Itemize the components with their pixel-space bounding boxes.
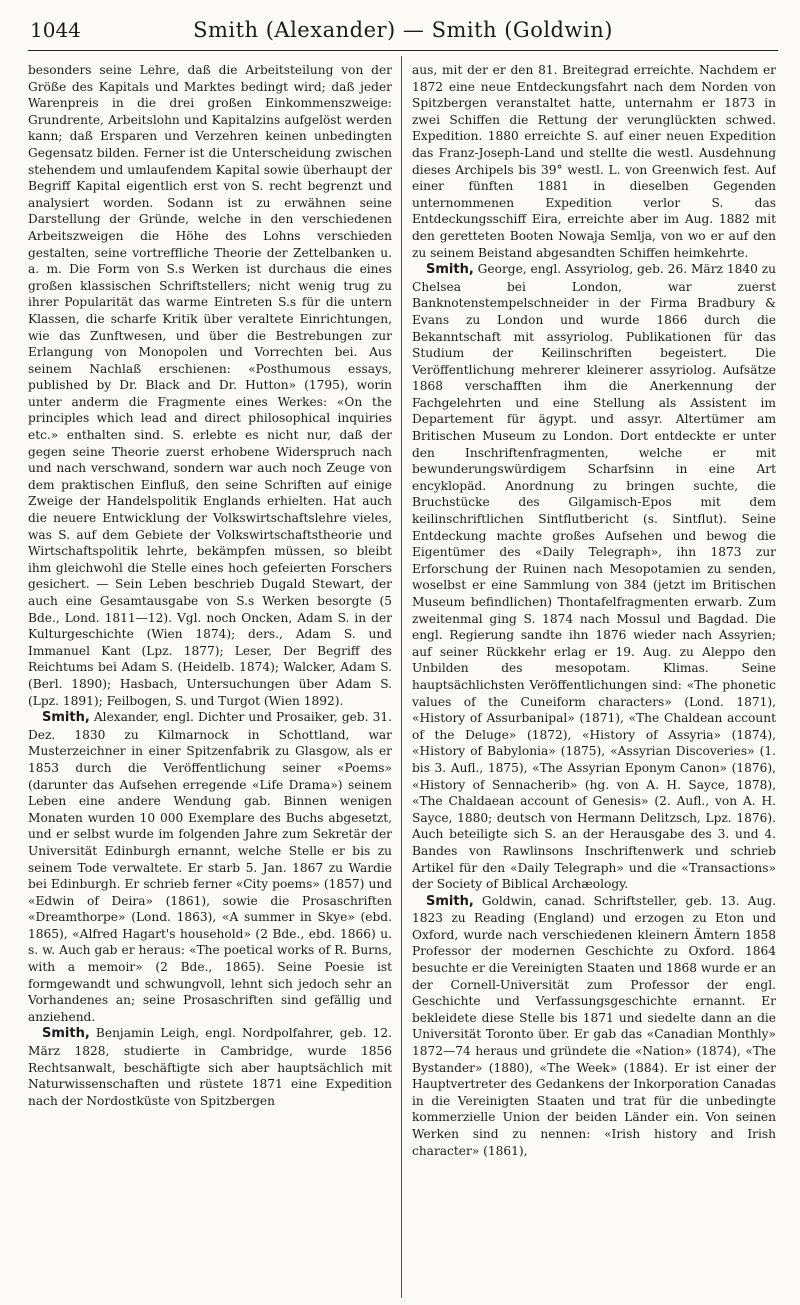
left-column [28, 62, 392, 1298]
entry-smith-alexander [28, 709, 392, 1025]
page-number: 1044 [30, 18, 81, 42]
entry-smith-george [412, 261, 776, 893]
entry-headword: Smith, [42, 1026, 90, 1042]
entry-headword: Smith, [42, 710, 90, 726]
entry-headword: Smith, [426, 262, 474, 278]
entry-smith-goldwin [412, 893, 776, 1160]
text-columns [28, 62, 778, 1298]
entry-smith-benjamin [28, 1025, 392, 1109]
running-title: Smith (Alexander) — Smith (Goldwin) [193, 18, 613, 42]
page-header [28, 14, 778, 51]
right-column [412, 62, 776, 1298]
continued-paragraph: aus, mit der er den 81. Breitegrad erreichte. Nachdem er 1872 eine neue Entdeckungsfahrt nach dem Norden von Spitzbergen veranstaltet hatte, unternahm er 1873 in zwei Schiffen die Rettung der verunglückten schwed. Expedition. 1880 erreichte S. auf einer neuen Expedition das Franz-Joseph-Land und stellte die westl. Ausdehnung dieses Archipels bis 39° westl. L. von Greenwich fest. Auf einer fünften 1881 in dieselben Gegenden unternommenen Expedition verlor S. das Entdeckungsschiff Eira, erreichte aber im Aug. 1882 mit den geretteten Booten Nowaja Semlja, von wo er auf den zu seinem Beistand abgesandten Schiffen heimkehrte. [412, 63, 776, 260]
entry-text: Benjamin Leigh, engl. Nordpolfahrer, geb. 12. März 1828, studierte in Cambridge, wurde 1856 Rechtsanwalt, beschäftigte sich aber hauptsächlich mit Naturwissenschaften und rüstete 1871 eine Expedition nach der Nordostküste von Spitzbergen [28, 1026, 392, 1108]
entry-text: George, engl. Assyriolog, geb. 26. März 1840 zu Chelsea bei London, war zuerst Banknotenstempelschneider in der Firma Bradbury & Evans zu London und wurde 1866 durch die Bekanntschaft mit assyriolog. Publikationen für das Studium der Keilinschriften begeistert. Die Veröffentlichung mehrerer kleinerer assyriolog. Aufsätze 1868 verschafften ihm die Anerkennung der Fachgelehrten und eine Stellung als Assistent im Departement für ägypt. und assyr. Altertümer am Britischen Museum zu London. Dort entdeckte er unter den Inschriftenfragmenten, welche er mit bewunderungswürdigem Scharfsinn in eine Art encyklopäd. Anordnung zu bringen suchte, die Bruchstücke des Gilgamisch-Epos mit dem keilinschriftlichen Sintflutbericht (s. Sintflut). Seine Entdeckung machte großes Aufsehen und bewog die Eigentümer des «Daily Telegraph», ihn 1873 zur Erforschung der Ruinen nach Mesopotamien zu senden, woselbst er eine Sammlung von 384 (jetzt im Britischen Museum befindlichen) Thontafelfragmenten erwarb. Zum zweitenmal ging S. 1874 nach Mossul und Bagdad. Die engl. Regierung sandte ihn 1876 wieder nach Assyrien; auf seiner Rückkehr erlag er 19. Aug. zu Aleppo den Unbilden des mesopotam. Klimas. Seine hauptsächlichsten Veröffentlichungen sind: «The phonetic values of the Cuneiform characters» (Lond. 1871), «History of Assurbanipal» (1871), «The Chaldean account of the Deluge» (1872), «History of Assyria» (1874), «History of Babylonia» (1875), «Assyrian Discoveries» (1. bis 3. Aufl., 1875), «The Assyrian Eponym Canon» (1876), «History of Sennacherib» (hg. von A. H. Sayce, 1878), «The Chaldaean account of Genesis» (2. Aufl., von A. H. Sayce, 1880; deutsch von Hermann Delitzsch, Lpz. 1876). Auch beteiligte sich S. an der Herausgabe des 3. und 4. Bandes von Rawlinsons Inschriftenwerk und schrieb Artikel für den «Daily Telegraph» und die «Transactions» der Society of Biblical Archæology. [412, 262, 776, 892]
entry-text: Alexander, engl. Dichter und Prosaiker, geb. 31. Dez. 1830 zu Kilmarnock in Schottland, war Musterzeichner in einer Spitzenfabrik zu Glasgow, als er 1853 durch die Veröffentlichung seiner «Poems» (darunter das Aufsehen erregende «Life Drama») seinem Leben eine andere Wendung gab. Binnen wenigen Monaten wurden 10 000 Exemplare des Buchs abgesetzt, und er selbst wurde im folgenden Jahre zum Sekretär der Universität Edinburgh ernannt, welche Stelle er bis zu seinem Tode verwaltete. Er starb 5. Jan. 1867 zu Wardie bei Edinburgh. Er schrieb ferner «City poems» (1857) und «Edwin of Deira» (1861), sowie die Prosaschriften «Dreamthorpe» (Lond. 1863), «A summer in Skye» (ebd. 1865), «Alfred Hagart's household» (2 Bde., ebd. 1866) u. s. w. Auch gab er heraus: «The poetical works of R. Burns, with a memoir» (2 Bde., 1865). Seine Poesie ist formgewandt und schwungvoll, lehnt sich jedoch sehr an Vorhandenes an; seine Prosaschriften sind gefällig und anziehend. [28, 710, 392, 1024]
entry-headword: Smith, [426, 893, 474, 909]
column-divider [401, 56, 402, 1298]
entry-text: Goldwin, canad. Schriftsteller, geb. 13. Aug. 1823 zu Reading (England) und erzogen zu Eton und Oxford, wurde nach verschiedenen kleinern Ämtern 1858 Professor der modernen Geschichte zu Oxford. 1864 besuchte er die Vereinigten Staaten und 1868 wurde er an der Cornell-Universität zum Professor der engl. Geschichte und Verfassungsgeschichte ernannt. Er bekleidete diese Stelle bis 1871 und siedelte dann an die Universität Toronto über. Er gab das «Canadian Monthly» 1872—74 heraus und gründete die «Nation» (1874), «The Bystander» (1880), «The Week» (1884). Er ist einer der Hauptvertreter des Gedankens der Inkorporation Canadas in die Vereinigten Staaten und trat für die unbedingte kommerzielle Union der beiden Länder ein. Von seinen Werken sind zu nennen: «Irish history and Irish character» (1861), [412, 893, 776, 1158]
continued-paragraph: besonders seine Lehre, daß die Arbeitsteilung von der Größe des Kapitals und Marktes bedingt wird; daß jeder Warenpreis in die drei großen Einkommenszweige: Grundrente, Arbeitslohn und Kapitalzins aufgelöst werden kann; daß Ersparen und Verzehren keinen unbedingten Gegensatz bilden. Ferner ist die Unterscheidung zwischen stehendem und umlaufendem Kapital sowie überhaupt der Begriff Kapital eigentlich erst von S. recht begrenzt und analysiert worden. Sodann ist zu erwähnen seine Darstellung der Gründe, welche in den verschiedenen Arbeitszweigen die Höhe des Lohns verschieden gestalten, seine vortreffliche Theorie der Zettelbanken u. a. m. Die Form von S.s Werken ist durchaus die eines großen klassischen Schriftstellers; nicht wenig trug zu ihrer Popularität das warme Eintreten S.s für die untern Klassen, die scharfe Kritik über veraltete Einrichtungen, wie das Zunftwesen, und über die Bestrebungen zur Erlangung von Monopolen und Vorrechten bei. Aus seinem Nachlaß erschienen: «Posthumous essays, published by Dr. Black and Dr. Hutton» (1795), worin unter anderm die Fragmente eines Werkes: «On the principles which lead and direct philosophical inquiries etc.» enthalten sind. S. erlebte es nicht nur, daß der gegen seine Theorie zuerst erhobene Widerspruch nach und nach verschwand, sondern war auch noch Zeuge von dem praktischen Einfluß, den seine Schriften auf einige Zweige der Handelspolitik Englands erhielten. Hat auch die neuere Entwicklung der Volkswirtschaftslehre vieles, was S. auf dem Gebiete der Volkswirtschaftstheorie und Wirtschaftspolitik lehrte, bekämpfen müssen, so bleibt ihm gleichwohl die Stelle eines hoch gefeierten Forschers gesichert. — Sein Leben beschrieb Dugald Stewart, der auch eine Gesamtausgabe von S.s Werken besorgte (5 Bde., Lond. 1811—12). Vgl. noch Oncken, Adam S. in der Kulturgeschichte (Wien 1874); ders., Adam S. und Immanuel Kant (Lpz. 1877); Leser, Der Begriff des Reichtums bei Adam S. (Heidelb. 1874); Walcker, Adam S. (Berl. 1890); Hasbach, Untersuchungen über Adam S. (Lpz. 1891); Feilbogen, S. und Turgot (Wien 1892). [28, 63, 392, 708]
